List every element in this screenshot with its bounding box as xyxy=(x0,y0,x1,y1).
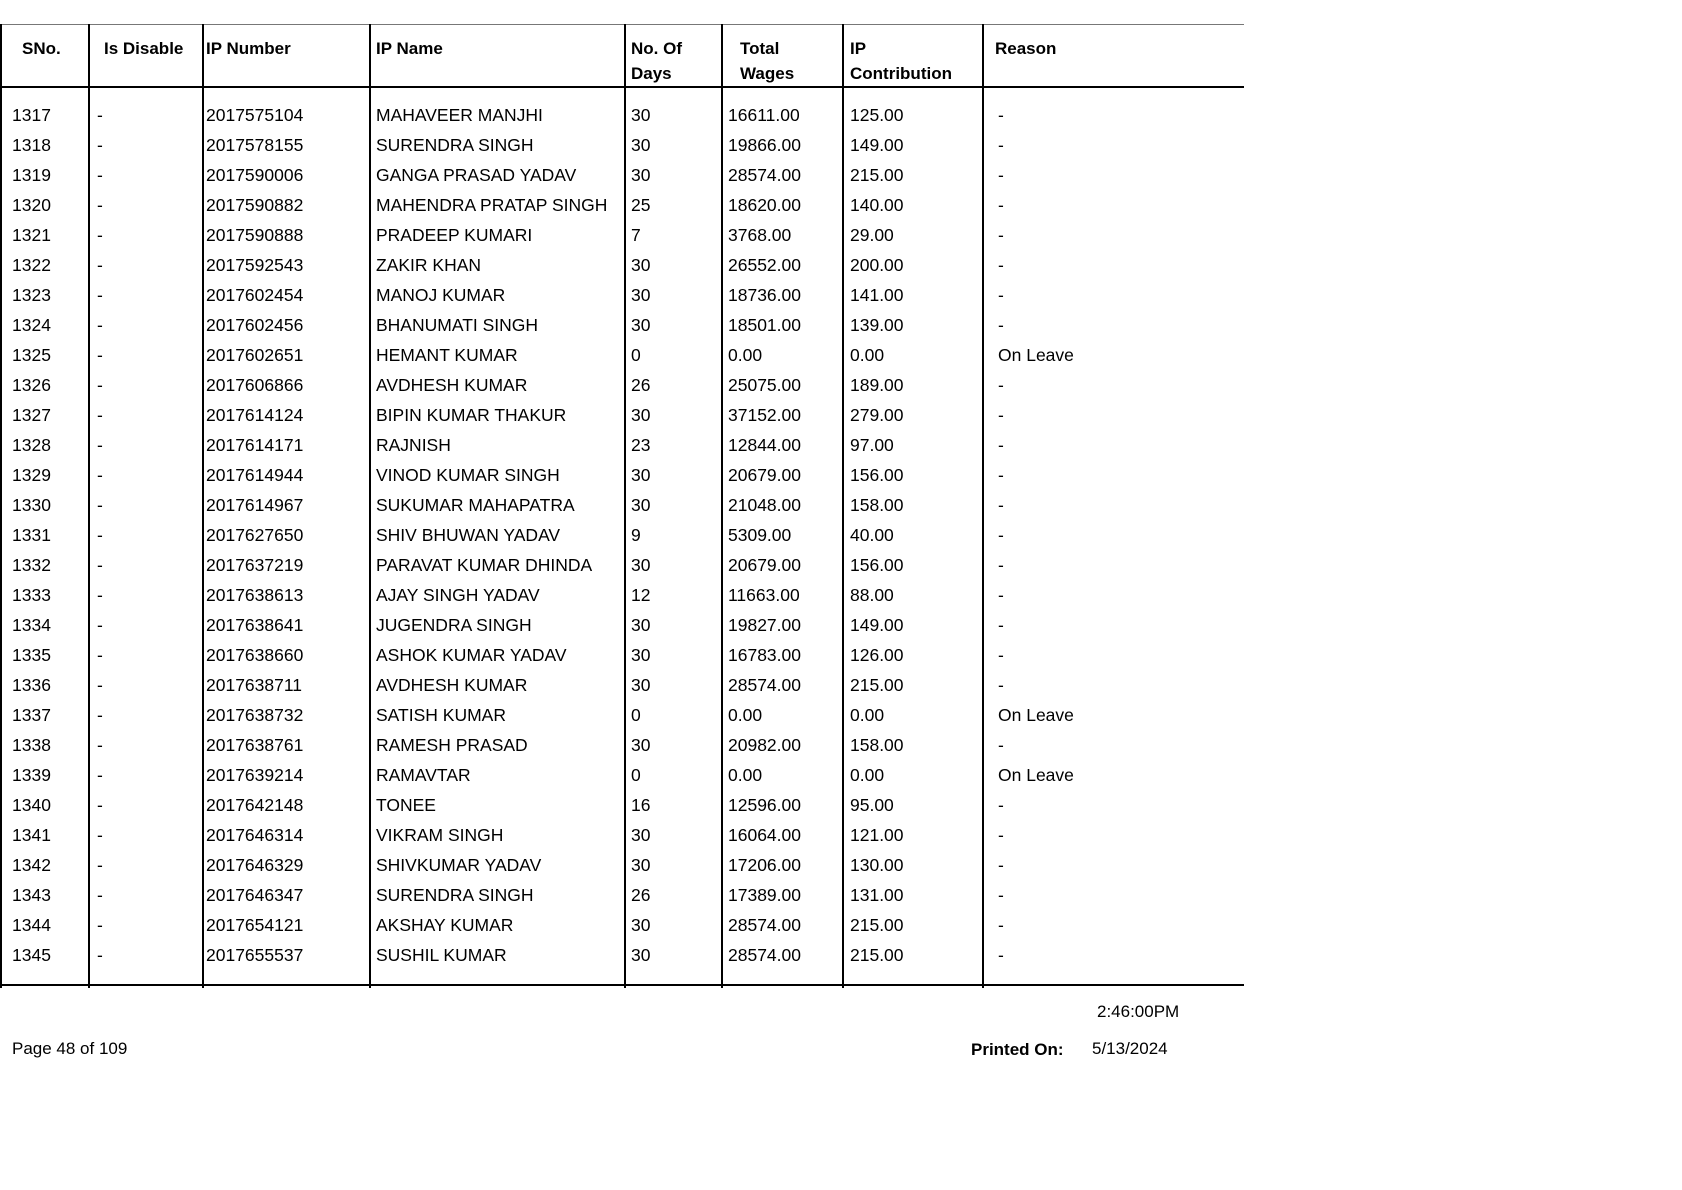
cell-ip-name: SURENDRA SINGH xyxy=(376,885,534,905)
cell-sno: 1329 xyxy=(12,465,51,485)
cell-sno: 1345 xyxy=(12,945,51,965)
print-time: 2:46:00PM xyxy=(1097,1002,1180,1021)
cell-no-of-days: 30 xyxy=(631,315,651,335)
cell-reason: - xyxy=(998,375,1004,395)
cell-no-of-days: 30 xyxy=(631,105,651,125)
table-row xyxy=(0,524,1244,554)
cell-ip-number: 2017646314 xyxy=(206,825,304,845)
table-row xyxy=(0,884,1244,914)
cell-total-wages: 18501.00 xyxy=(728,315,801,335)
cell-ip-name: SATISH KUMAR xyxy=(376,705,506,725)
cell-ip-number: 2017592543 xyxy=(206,255,304,275)
cell-is-disable: - xyxy=(97,525,103,545)
cell-reason: On Leave xyxy=(998,765,1074,785)
table-row xyxy=(0,764,1244,794)
cell-total-wages: 28574.00 xyxy=(728,675,801,695)
cell-no-of-days: 7 xyxy=(631,225,641,245)
cell-sno: 1319 xyxy=(12,165,51,185)
cell-sno: 1327 xyxy=(12,405,51,425)
cell-no-of-days: 30 xyxy=(631,165,651,185)
cell-sno: 1334 xyxy=(12,615,51,635)
cell-sno: 1326 xyxy=(12,375,51,395)
cell-total-wages: 26552.00 xyxy=(728,255,801,275)
cell-ip-number: 2017602456 xyxy=(206,315,304,335)
cell-ip-name: VIKRAM SINGH xyxy=(376,825,504,845)
cell-is-disable: - xyxy=(97,675,103,695)
cell-sno: 1332 xyxy=(12,555,51,575)
cell-ip-name: RAMESH PRASAD xyxy=(376,735,528,755)
cell-total-wages: 25075.00 xyxy=(728,375,801,395)
cell-reason: - xyxy=(998,645,1004,665)
header-ip-number: IP Number xyxy=(206,39,291,58)
cell-reason: - xyxy=(998,945,1004,965)
cell-ip-number: 2017602454 xyxy=(206,285,304,305)
cell-total-wages: 28574.00 xyxy=(728,915,801,935)
cell-no-of-days: 30 xyxy=(631,405,651,425)
cell-ip-name: PRADEEP KUMARI xyxy=(376,225,533,245)
cell-ip-name: AKSHAY KUMAR xyxy=(376,915,514,935)
table-row xyxy=(0,644,1244,674)
cell-total-wages: 19866.00 xyxy=(728,135,801,155)
cell-no-of-days: 16 xyxy=(631,795,651,815)
header-wages-line2: Wages xyxy=(740,64,795,83)
cell-total-wages: 21048.00 xyxy=(728,495,801,515)
cell-ip-name: RAMAVTAR xyxy=(376,765,471,785)
page-number: Page 48 of 109 xyxy=(12,1039,128,1058)
cell-reason: - xyxy=(998,255,1004,275)
cell-ip-contribution: 189.00 xyxy=(850,375,904,395)
table-row xyxy=(0,314,1244,344)
cell-reason: - xyxy=(998,795,1004,815)
cell-reason: - xyxy=(998,435,1004,455)
cell-sno: 1342 xyxy=(12,855,51,875)
cell-no-of-days: 30 xyxy=(631,915,651,935)
cell-no-of-days: 30 xyxy=(631,495,651,515)
cell-is-disable: - xyxy=(97,735,103,755)
cell-sno: 1330 xyxy=(12,495,51,515)
cell-ip-name: SUSHIL KUMAR xyxy=(376,945,507,965)
header-ip-contribution xyxy=(850,36,952,86)
cell-is-disable: - xyxy=(97,855,103,875)
cell-reason: - xyxy=(998,615,1004,635)
cell-is-disable: - xyxy=(97,555,103,575)
table-bottom-border xyxy=(0,984,1244,986)
cell-ip-number: 2017638711 xyxy=(206,675,303,695)
cell-total-wages: 20679.00 xyxy=(728,555,801,575)
cell-ip-number: 2017614171 xyxy=(206,435,304,455)
cell-ip-contribution: 140.00 xyxy=(850,195,904,215)
cell-ip-number: 2017590006 xyxy=(206,165,304,185)
cell-no-of-days: 9 xyxy=(631,525,641,545)
cell-total-wages: 19827.00 xyxy=(728,615,801,635)
cell-reason: - xyxy=(998,195,1004,215)
cell-ip-name: JUGENDRA SINGH xyxy=(376,615,532,635)
table-row xyxy=(0,464,1244,494)
table-row xyxy=(0,734,1244,764)
cell-total-wages: 28574.00 xyxy=(728,165,801,185)
cell-ip-name: MAHAVEER MANJHI xyxy=(376,105,543,125)
cell-is-disable: - xyxy=(97,495,103,515)
cell-ip-number: 2017638732 xyxy=(206,705,304,725)
cell-ip-number: 2017654121 xyxy=(206,915,304,935)
table-row xyxy=(0,674,1244,704)
cell-ip-name: ASHOK KUMAR YADAV xyxy=(376,645,567,665)
cell-is-disable: - xyxy=(97,885,103,905)
cell-is-disable: - xyxy=(97,465,103,485)
cell-is-disable: - xyxy=(97,825,103,845)
table-row xyxy=(0,404,1244,434)
cell-reason: On Leave xyxy=(998,345,1074,365)
cell-is-disable: - xyxy=(97,615,103,635)
cell-ip-name: MANOJ KUMAR xyxy=(376,285,506,305)
cell-ip-contribution: 215.00 xyxy=(850,675,904,695)
cell-ip-name: HEMANT KUMAR xyxy=(376,345,518,365)
cell-ip-contribution: 149.00 xyxy=(850,135,904,155)
cell-ip-contribution: 121.00 xyxy=(850,825,904,845)
header-wages-line1: Total xyxy=(740,39,780,58)
table-header xyxy=(0,24,1244,86)
table-row xyxy=(0,794,1244,824)
cell-ip-name: SHIV BHUWAN YADAV xyxy=(376,525,561,545)
table-row xyxy=(0,194,1244,224)
cell-no-of-days: 26 xyxy=(631,375,651,395)
table-row xyxy=(0,824,1244,854)
cell-no-of-days: 0 xyxy=(631,705,641,725)
cell-sno: 1340 xyxy=(12,795,51,815)
cell-ip-name: RAJNISH xyxy=(376,435,451,455)
cell-sno: 1320 xyxy=(12,195,51,215)
cell-is-disable: - xyxy=(97,105,103,125)
cell-reason: - xyxy=(998,225,1004,245)
cell-ip-contribution: 0.00 xyxy=(850,345,885,365)
cell-sno: 1339 xyxy=(12,765,51,785)
cell-is-disable: - xyxy=(97,405,103,425)
cell-ip-number: 2017614944 xyxy=(206,465,304,485)
header-sno: SNo. xyxy=(22,39,61,58)
table-row xyxy=(0,284,1244,314)
cell-no-of-days: 30 xyxy=(631,285,651,305)
cell-is-disable: - xyxy=(97,795,103,815)
cell-no-of-days: 30 xyxy=(631,675,651,695)
cell-sno: 1341 xyxy=(12,825,51,845)
table-row xyxy=(0,344,1244,374)
cell-total-wages: 0.00 xyxy=(728,765,763,785)
cell-is-disable: - xyxy=(97,765,103,785)
table-row xyxy=(0,584,1244,614)
header-days-line1: No. Of xyxy=(631,39,682,58)
cell-sno: 1322 xyxy=(12,255,51,275)
cell-ip-name: SURENDRA SINGH xyxy=(376,135,534,155)
cell-ip-contribution: 130.00 xyxy=(850,855,904,875)
cell-is-disable: - xyxy=(97,345,103,365)
cell-ip-number: 2017614967 xyxy=(206,495,304,515)
cell-total-wages: 0.00 xyxy=(728,345,763,365)
cell-ip-name: SUKUMAR MAHAPATRA xyxy=(376,495,575,515)
table-row xyxy=(0,914,1244,944)
cell-ip-contribution: 158.00 xyxy=(850,735,904,755)
cell-sno: 1333 xyxy=(12,585,51,605)
cell-reason: - xyxy=(998,585,1004,605)
cell-no-of-days: 12 xyxy=(631,585,651,605)
cell-no-of-days: 30 xyxy=(631,615,651,635)
table-row xyxy=(0,164,1244,194)
table-row xyxy=(0,254,1244,284)
table-row xyxy=(0,944,1244,974)
table-row xyxy=(0,134,1244,164)
cell-total-wages: 18620.00 xyxy=(728,195,801,215)
cell-ip-name: GANGA PRASAD YADAV xyxy=(376,165,577,185)
cell-sno: 1337 xyxy=(12,705,51,725)
cell-ip-contribution: 200.00 xyxy=(850,255,904,275)
cell-total-wages: 11663.00 xyxy=(728,585,800,605)
cell-reason: - xyxy=(998,735,1004,755)
cell-ip-contribution: 156.00 xyxy=(850,465,904,485)
cell-reason: - xyxy=(998,825,1004,845)
cell-total-wages: 20982.00 xyxy=(728,735,801,755)
cell-reason: - xyxy=(998,285,1004,305)
cell-sno: 1343 xyxy=(12,885,51,905)
cell-ip-name: AJAY SINGH YADAV xyxy=(376,585,540,605)
cell-total-wages: 17206.00 xyxy=(728,855,801,875)
cell-ip-number: 2017646347 xyxy=(206,885,304,905)
table-row xyxy=(0,224,1244,254)
cell-total-wages: 16064.00 xyxy=(728,825,801,845)
cell-total-wages: 12596.00 xyxy=(728,795,801,815)
cell-reason: - xyxy=(998,915,1004,935)
cell-sno: 1338 xyxy=(12,735,51,755)
cell-is-disable: - xyxy=(97,945,103,965)
cell-is-disable: - xyxy=(97,645,103,665)
cell-no-of-days: 25 xyxy=(631,195,651,215)
cell-ip-number: 2017638641 xyxy=(206,615,304,635)
cell-no-of-days: 30 xyxy=(631,855,651,875)
cell-no-of-days: 30 xyxy=(631,465,651,485)
cell-reason: - xyxy=(998,405,1004,425)
cell-ip-number: 2017638613 xyxy=(206,585,304,605)
cell-reason: - xyxy=(998,885,1004,905)
cell-ip-contribution: 95.00 xyxy=(850,795,894,815)
cell-sno: 1328 xyxy=(12,435,51,455)
cell-is-disable: - xyxy=(97,225,103,245)
cell-ip-number: 2017606866 xyxy=(206,375,304,395)
cell-sno: 1335 xyxy=(12,645,51,665)
cell-sno: 1336 xyxy=(12,675,51,695)
cell-no-of-days: 30 xyxy=(631,945,651,965)
header-contrib-line1: IP xyxy=(850,39,867,58)
printed-on-label: Printed On: xyxy=(971,1040,1064,1059)
cell-ip-name: BHANUMATI SINGH xyxy=(376,315,539,335)
cell-ip-number: 2017614124 xyxy=(206,405,304,425)
cell-ip-number: 2017655537 xyxy=(206,945,304,965)
cell-ip-contribution: 149.00 xyxy=(850,615,904,635)
header-reason: Reason xyxy=(995,39,1057,58)
cell-ip-contribution: 29.00 xyxy=(850,225,894,245)
cell-ip-contribution: 215.00 xyxy=(850,945,904,965)
cell-is-disable: - xyxy=(97,705,103,725)
cell-ip-number: 2017575104 xyxy=(206,105,304,125)
table-row xyxy=(0,554,1244,584)
cell-total-wages: 0.00 xyxy=(728,705,763,725)
cell-ip-contribution: 126.00 xyxy=(850,645,904,665)
table-row xyxy=(0,104,1244,134)
cell-reason: - xyxy=(998,135,1004,155)
cell-reason: - xyxy=(998,555,1004,575)
cell-ip-name: VINOD KUMAR SINGH xyxy=(376,465,560,485)
header-is-disable: Is Disable xyxy=(104,39,184,58)
cell-sno: 1317 xyxy=(12,105,51,125)
cell-is-disable: - xyxy=(97,165,103,185)
cell-ip-name: BIPIN KUMAR THAKUR xyxy=(376,405,567,425)
cell-total-wages: 12844.00 xyxy=(728,435,801,455)
cell-ip-name: AVDHESH KUMAR xyxy=(376,375,528,395)
cell-ip-number: 2017646329 xyxy=(206,855,304,875)
cell-ip-number: 2017639214 xyxy=(206,765,304,785)
cell-total-wages: 5309.00 xyxy=(728,525,792,545)
cell-reason: - xyxy=(998,525,1004,545)
cell-sno: 1323 xyxy=(12,285,51,305)
cell-no-of-days: 0 xyxy=(631,765,641,785)
table-row xyxy=(0,494,1244,524)
header-no-of-days xyxy=(631,36,682,86)
cell-total-wages: 16611.00 xyxy=(728,105,800,125)
table-row xyxy=(0,374,1244,404)
cell-is-disable: - xyxy=(97,135,103,155)
cell-no-of-days: 30 xyxy=(631,735,651,755)
cell-ip-number: 2017627650 xyxy=(206,525,304,545)
cell-no-of-days: 30 xyxy=(631,825,651,845)
cell-reason: On Leave xyxy=(998,705,1074,725)
cell-sno: 1331 xyxy=(12,525,51,545)
cell-no-of-days: 30 xyxy=(631,255,651,275)
cell-reason: - xyxy=(998,465,1004,485)
cell-sno: 1344 xyxy=(12,915,51,935)
cell-ip-contribution: 139.00 xyxy=(850,315,904,335)
cell-ip-contribution: 215.00 xyxy=(850,165,904,185)
table-row xyxy=(0,704,1244,734)
table-row xyxy=(0,854,1244,884)
header-bottom-border xyxy=(0,86,1244,88)
cell-ip-contribution: 141.00 xyxy=(850,285,904,305)
cell-ip-number: 2017638660 xyxy=(206,645,304,665)
cell-ip-contribution: 279.00 xyxy=(850,405,904,425)
cell-sno: 1321 xyxy=(12,225,51,245)
cell-is-disable: - xyxy=(97,915,103,935)
header-ip-name: IP Name xyxy=(376,39,443,58)
cell-total-wages: 37152.00 xyxy=(728,405,801,425)
cell-ip-number: 2017578155 xyxy=(206,135,304,155)
cell-sno: 1324 xyxy=(12,315,51,335)
cell-ip-number: 2017642148 xyxy=(206,795,304,815)
cell-total-wages: 16783.00 xyxy=(728,645,801,665)
cell-is-disable: - xyxy=(97,585,103,605)
cell-ip-name: PARAVAT KUMAR DHINDA xyxy=(376,555,593,575)
cell-ip-name: MAHENDRA PRATAP SINGH xyxy=(376,195,608,215)
cell-is-disable: - xyxy=(97,435,103,455)
cell-ip-contribution: 156.00 xyxy=(850,555,904,575)
cell-sno: 1318 xyxy=(12,135,51,155)
table-row xyxy=(0,614,1244,644)
cell-sno: 1325 xyxy=(12,345,51,365)
cell-ip-number: 2017602651 xyxy=(206,345,304,365)
cell-is-disable: - xyxy=(97,195,103,215)
cell-reason: - xyxy=(998,495,1004,515)
cell-ip-contribution: 88.00 xyxy=(850,585,894,605)
cell-no-of-days: 23 xyxy=(631,435,651,455)
cell-no-of-days: 30 xyxy=(631,555,651,575)
cell-no-of-days: 0 xyxy=(631,345,641,365)
cell-is-disable: - xyxy=(97,255,103,275)
cell-reason: - xyxy=(998,165,1004,185)
cell-total-wages: 18736.00 xyxy=(728,285,801,305)
cell-ip-name: ZAKIR KHAN xyxy=(376,255,482,275)
cell-reason: - xyxy=(998,855,1004,875)
cell-ip-contribution: 0.00 xyxy=(850,765,885,785)
header-total-wages xyxy=(740,36,794,86)
cell-is-disable: - xyxy=(97,285,103,305)
header-days-line2: Days xyxy=(631,64,672,83)
cell-ip-contribution: 158.00 xyxy=(850,495,904,515)
cell-ip-number: 2017638761 xyxy=(206,735,304,755)
cell-is-disable: - xyxy=(97,375,103,395)
cell-ip-number: 2017590882 xyxy=(206,195,304,215)
cell-ip-number: 2017637219 xyxy=(206,555,304,575)
cell-is-disable: - xyxy=(97,315,103,335)
cell-reason: - xyxy=(998,315,1004,335)
cell-ip-name: SHIVKUMAR YADAV xyxy=(376,855,542,875)
cell-no-of-days: 26 xyxy=(631,885,651,905)
cell-ip-name: AVDHESH KUMAR xyxy=(376,675,528,695)
cell-total-wages: 28574.00 xyxy=(728,945,801,965)
table-body xyxy=(0,104,1244,974)
printed-on-date: 5/13/2024 xyxy=(1092,1039,1168,1058)
cell-ip-contribution: 0.00 xyxy=(850,705,885,725)
header-contrib-line2: Contribution xyxy=(850,64,952,83)
cell-ip-contribution: 131.00 xyxy=(850,885,904,905)
cell-total-wages: 20679.00 xyxy=(728,465,801,485)
cell-reason: - xyxy=(998,105,1004,125)
cell-no-of-days: 30 xyxy=(631,135,651,155)
cell-ip-name: TONEE xyxy=(376,795,436,815)
cell-total-wages: 3768.00 xyxy=(728,225,792,245)
cell-total-wages: 17389.00 xyxy=(728,885,801,905)
cell-ip-contribution: 40.00 xyxy=(850,525,894,545)
cell-reason: - xyxy=(998,675,1004,695)
cell-ip-contribution: 97.00 xyxy=(850,435,894,455)
cell-ip-contribution: 215.00 xyxy=(850,915,904,935)
cell-no-of-days: 30 xyxy=(631,645,651,665)
table-row xyxy=(0,434,1244,464)
cell-ip-contribution: 125.00 xyxy=(850,105,904,125)
cell-ip-number: 2017590888 xyxy=(206,225,304,245)
